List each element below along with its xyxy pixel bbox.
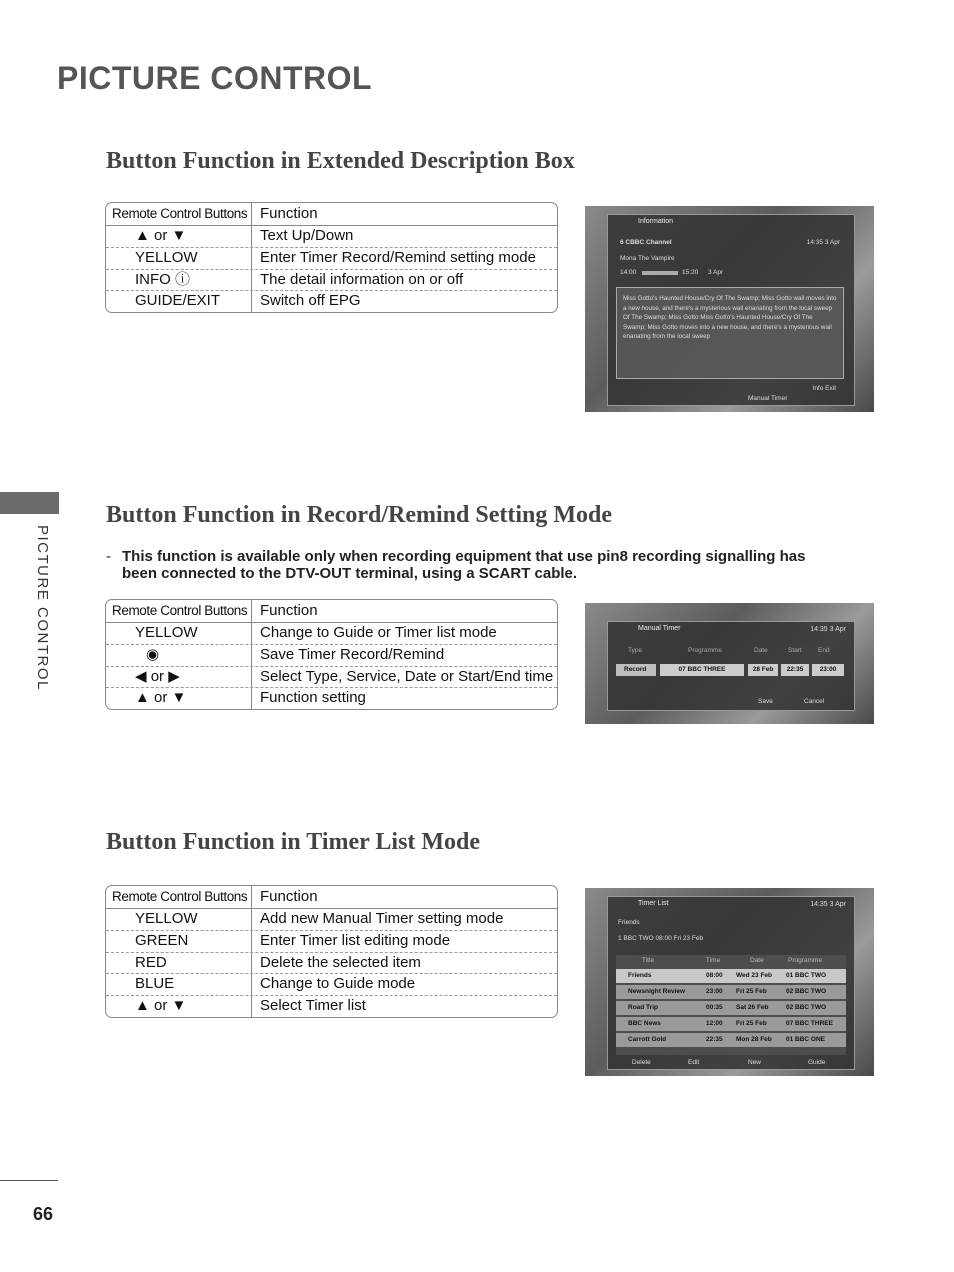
function-cell: Select Timer list — [260, 997, 366, 1015]
item-programme: 02 BBC TWO — [786, 1004, 827, 1011]
edit-hint: Edit — [688, 1059, 700, 1066]
current-title: Friends — [618, 919, 640, 926]
table-row — [106, 687, 557, 709]
side-tab-marker — [0, 492, 59, 514]
header-buttons: Remote Control Buttons — [106, 600, 252, 622]
item-time: 08:00 — [706, 972, 723, 979]
type-field[interactable]: Record — [616, 664, 656, 676]
item-time: 22:35 — [706, 1036, 723, 1043]
col-end: End — [818, 647, 830, 654]
osd-end: 15:20 — [682, 269, 699, 276]
col-programme: Programme — [688, 647, 722, 654]
button-cell: ▲ or ▼ — [106, 688, 252, 709]
table-row — [106, 623, 557, 644]
date-field[interactable]: 28 Feb — [748, 664, 778, 676]
function-cell: The detail information on or off — [260, 270, 464, 288]
ok-button-cell: ◉ — [106, 645, 252, 666]
function-cell: Enter Timer Record/Remind setting mode — [260, 248, 536, 266]
list-item[interactable] — [616, 1033, 846, 1047]
osd-title: Manual Timer — [638, 625, 681, 632]
information-screenshot — [585, 206, 874, 412]
note-dash: - — [106, 548, 111, 565]
table-row — [106, 247, 557, 269]
cancel-hint: Cancel — [804, 698, 825, 705]
osd-description: Miss Gotto's Haunted House/Cry Of The Swamp; Miss Gotto wail moves into a new house, and there's a mysterious wail enanating from the local sweep Of The Swamp; Miss Gotto Miss Gotto's Haunted House/Cry Of The Swamp; Miss Gotto moves into a new house, and there's a mysterious wail enanating from the local sweep — [616, 287, 844, 379]
button-cell: ▲ or ▼ — [106, 226, 252, 247]
table-row — [106, 995, 557, 1017]
function-cell: Text Up/Down — [260, 227, 354, 244]
header-buttons: Remote Control Buttons — [106, 886, 252, 908]
table-row — [106, 666, 557, 688]
extended-button-table — [105, 202, 558, 313]
table-row — [106, 269, 557, 291]
page-title: PICTURE CONTROL — [57, 60, 373, 96]
manual-timer-screenshot — [585, 603, 874, 724]
col-time: Time — [706, 957, 721, 964]
osd-title: Information — [638, 218, 674, 225]
record-note — [106, 548, 826, 582]
osd-programme: Mona The Vampire — [620, 255, 675, 262]
function-cell: Save Timer Record/Remind — [260, 645, 445, 663]
item-title: Carrott Gold — [628, 1036, 667, 1043]
save-hint: Save — [758, 698, 773, 705]
button-cell: ◀ or ▶ — [106, 667, 252, 688]
item-programme: 01 BBC TWO — [786, 972, 827, 979]
item-date: Fri 25 Feb — [736, 1020, 767, 1027]
osd-time: 14:35 3 Apr — [810, 626, 846, 633]
section-heading-extended: Button Function in Extended Description Box — [106, 148, 575, 174]
table-row — [106, 644, 557, 666]
button-cell: GUIDE/EXIT — [106, 291, 252, 312]
info-exit-hint: Info Exit — [812, 385, 836, 392]
table-row — [106, 290, 557, 312]
guide-hint: Guide — [808, 1059, 826, 1066]
current-info: 1 BBC TWO 08:00 Fri 23 Feb — [618, 935, 704, 942]
button-cell: INFO ⓘ — [106, 270, 252, 291]
item-date: Fri 25 Feb — [736, 988, 767, 995]
information-osd — [607, 214, 855, 406]
timer-list-screenshot — [585, 888, 874, 1076]
manual-timer-osd — [607, 621, 855, 711]
progress-bar — [642, 271, 678, 275]
button-cell: YELLOW — [106, 909, 252, 930]
col-type: Type — [628, 647, 643, 654]
item-title: Road Trip — [628, 1004, 658, 1011]
item-date: Sat 26 Feb — [736, 1004, 769, 1011]
osd-time: 14:35 3 Apr — [806, 239, 840, 246]
table-header-row — [106, 600, 557, 623]
list-item[interactable] — [616, 985, 846, 999]
function-cell: Select Type, Service, Date or Start/End time — [260, 667, 554, 685]
button-cell: ▲ or ▼ — [106, 996, 252, 1017]
end-field[interactable]: 23:00 — [812, 664, 844, 676]
function-cell: Enter Timer list editing mode — [260, 931, 451, 949]
note-text: This function is available only when recording equipment that use pin8 recording signalling has been connected to the DTV-OUT terminal, using a SCART cable. — [122, 548, 806, 582]
col-date: Date — [750, 957, 764, 964]
col-date: Date — [754, 647, 768, 654]
side-section-label: PICTURE CONTROL — [34, 525, 51, 691]
item-title: Friends — [628, 972, 652, 979]
col-title: Title — [642, 957, 655, 964]
item-title: BBC News — [628, 1020, 661, 1027]
osd-time: 14:35 3 Apr — [810, 901, 846, 908]
header-function: Function — [260, 888, 318, 905]
table-row — [106, 226, 557, 247]
item-title: Newsnight Review — [628, 988, 686, 995]
table-row — [106, 930, 557, 952]
item-programme: 02 BBC TWO — [786, 988, 827, 995]
osd-date: 3 Apr — [708, 269, 724, 276]
table-row — [106, 909, 557, 930]
list-item[interactable] — [616, 1017, 846, 1031]
header-function: Function — [260, 602, 318, 619]
record-button-table — [105, 599, 558, 710]
table-row — [106, 952, 557, 974]
page-number: 66 — [33, 1204, 54, 1224]
delete-hint: Delete — [632, 1059, 651, 1066]
item-programme: 07 BBC THREE — [786, 1020, 833, 1027]
page-number-rule — [0, 1180, 58, 1181]
new-hint: New — [748, 1059, 762, 1066]
osd-title: Timer List — [638, 900, 669, 907]
button-cell: RED — [106, 953, 252, 974]
function-cell: Add new Manual Timer setting mode — [260, 910, 504, 927]
programme-field[interactable]: 07 BBC THREE — [660, 664, 744, 676]
col-start: Start — [788, 647, 802, 654]
header-function: Function — [260, 205, 318, 222]
item-date: Mon 28 Feb — [736, 1036, 772, 1043]
list-item[interactable] — [616, 1001, 846, 1015]
osd-start: 14:00 — [620, 269, 637, 276]
timer-button-table — [105, 885, 558, 1018]
item-time: 12:00 — [706, 1020, 723, 1027]
button-cell: YELLOW — [106, 623, 252, 644]
table-header-row — [106, 203, 557, 226]
item-time: 00:35 — [706, 1004, 723, 1011]
item-programme: 01 BBC ONE — [786, 1036, 826, 1043]
function-cell: Function setting — [260, 689, 366, 707]
col-programme: Programme — [788, 957, 822, 964]
item-date: Wed 23 Feb — [736, 972, 773, 979]
section-heading-record: Button Function in Record/Remind Setting Mode — [106, 502, 613, 528]
function-cell: Switch off EPG — [260, 292, 361, 310]
button-cell: BLUE — [106, 974, 252, 995]
table-header-row — [106, 886, 557, 909]
osd-channel: 6 CBBC Channel — [620, 239, 672, 246]
start-field[interactable]: 22:35 — [781, 664, 809, 676]
table-row — [106, 973, 557, 995]
item-time: 23:00 — [706, 988, 723, 995]
section-heading-timer: Button Function in Timer List Mode — [106, 829, 481, 855]
function-cell: Delete the selected item — [260, 953, 421, 971]
function-cell: Change to Guide or Timer list mode — [260, 624, 497, 641]
header-buttons: Remote Control Buttons — [106, 203, 252, 225]
button-cell: GREEN — [106, 931, 252, 952]
list-item[interactable] — [616, 969, 846, 983]
button-cell: YELLOW — [106, 248, 252, 269]
timer-list-osd — [607, 896, 855, 1070]
manual-timer-hint: Manual Timer — [748, 395, 788, 402]
function-cell: Change to Guide mode — [260, 975, 416, 993]
